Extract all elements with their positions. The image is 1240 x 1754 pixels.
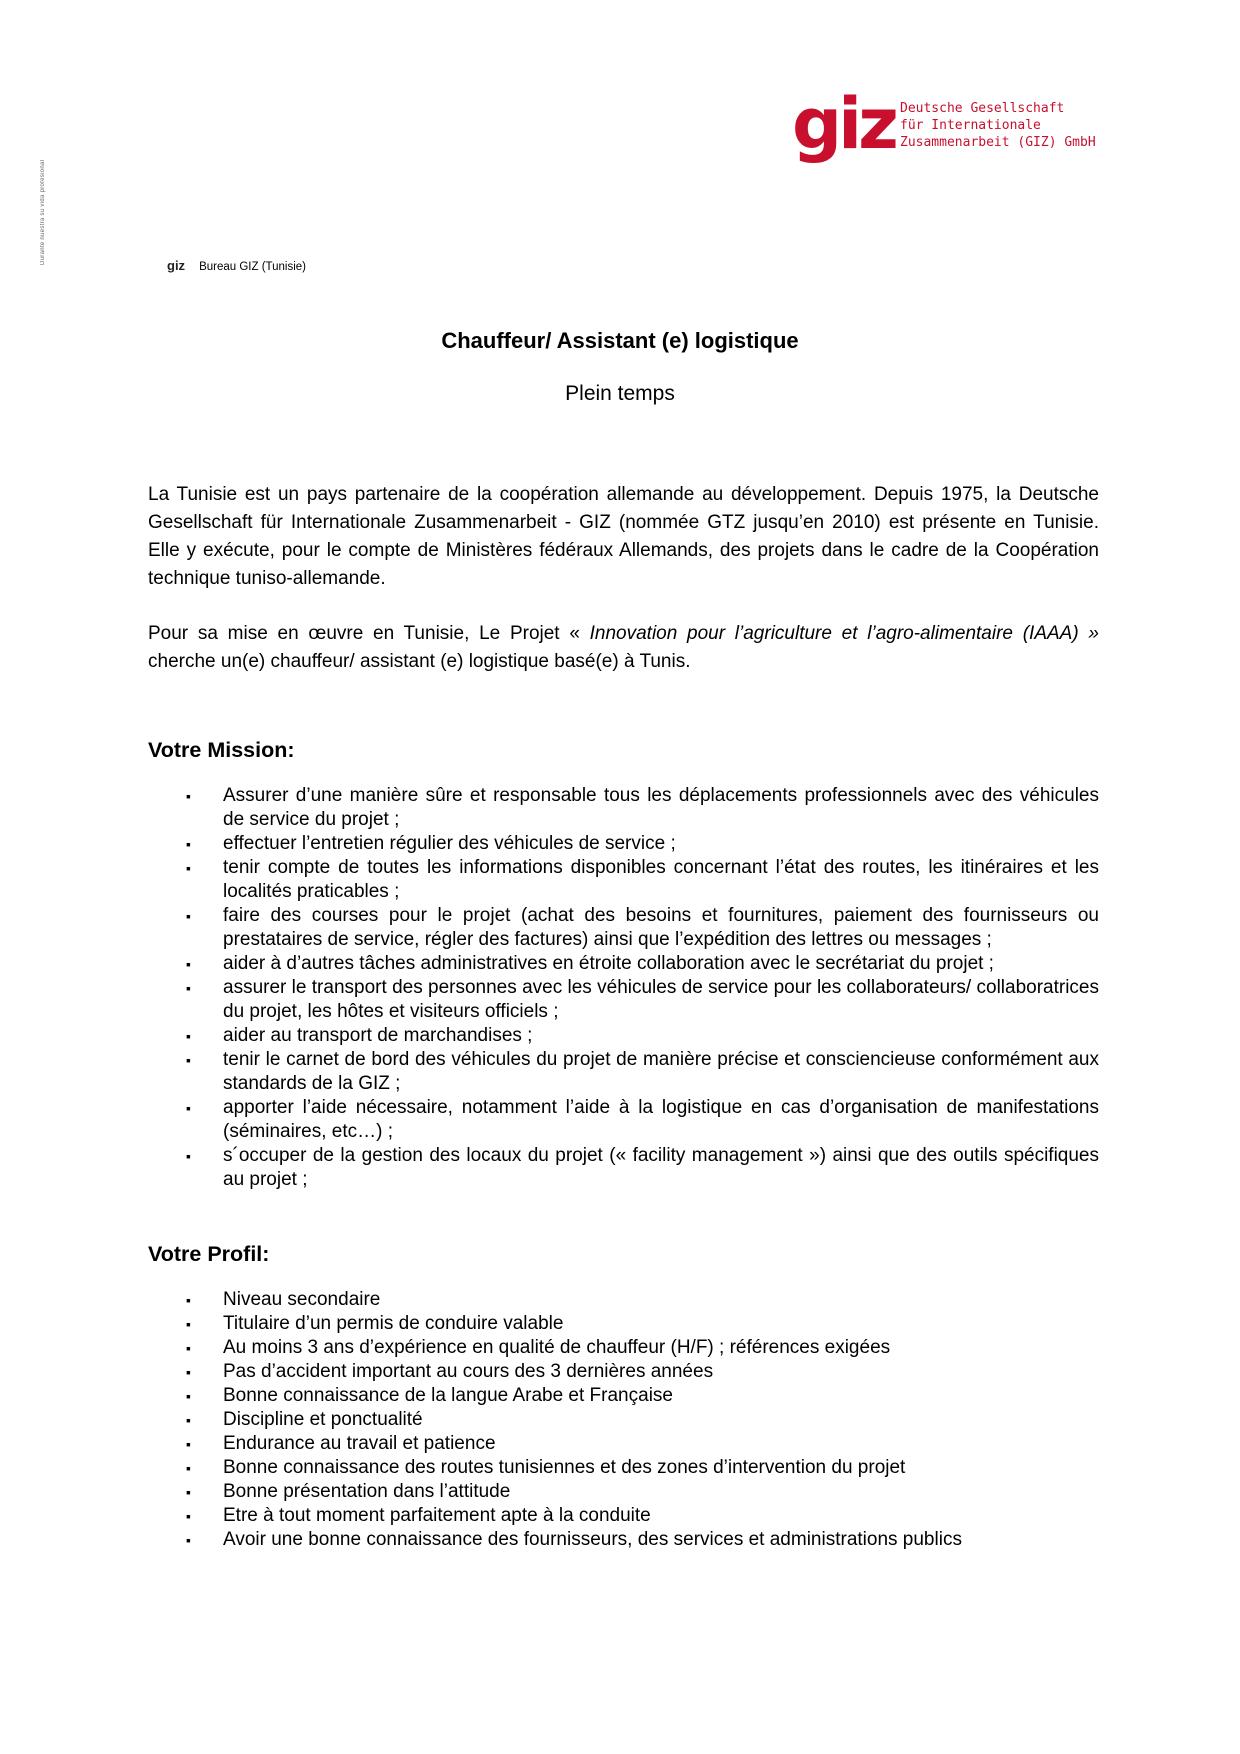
bureau-mark: giz [167, 258, 186, 273]
project-text-after: cherche un(e) chauffeur/ assistant (e) logistique basé(e) à Tunis. [148, 651, 691, 672]
bureau-line [167, 258, 306, 273]
profil-item: ▪ Bonne connaissance des routes tunisiennes et des zones d’intervention du projet [148, 1456, 1099, 1480]
profil-item: ▪ Endurance au travail et patience [148, 1432, 1099, 1456]
side-note: Durante nuestra su vida profesional [40, 159, 46, 265]
profil-item: ▪ Au moins 3 ans d’expérience en qualité de chauffeur (H/F) ; références exigées [148, 1336, 1099, 1360]
page-title: Chauffeur/ Assistant (e) logistique [441, 328, 799, 353]
mission-heading: Votre Mission: [148, 738, 295, 762]
mission-item: ▪ tenir compte de toutes les informations disponibles concernant l’état des routes, les itinéraires et les localités praticables ; [148, 856, 1099, 904]
page-subtitle: Plein temps [565, 382, 675, 405]
giz-logo-mark [792, 94, 896, 174]
profil-item: ▪ Etre à tout moment parfaitement apte à la conduite [148, 1504, 1099, 1528]
mission-item: ▪ s´occuper de la gestion des locaux du projet (« facility management ») ainsi que des outils spécifiques au projet ; [148, 1144, 1099, 1192]
profil-item: ▪ Titulaire d’un permis de conduire valable [148, 1312, 1099, 1336]
mission-item: ▪ assurer le transport des personnes avec les véhicules de service pour les collaborateurs/ collaboratrices du projet, les hôtes et visiteurs officiels ; [148, 976, 1099, 1024]
profil-item: ▪ Bonne connaissance de la langue Arabe et Française [148, 1384, 1099, 1408]
logo-org-name [900, 100, 1096, 151]
bureau-label: Bureau GIZ (Tunisie) [199, 261, 307, 273]
mission-item: ▪ aider au transport de marchandises ; [148, 1024, 1099, 1048]
profil-item: ▪ Niveau secondaire [148, 1288, 1099, 1312]
logo-line-2: für Internationale [900, 118, 1041, 133]
mission-list [148, 784, 1099, 1192]
giz-logo [792, 94, 1096, 174]
logo-line-1: Deutsche Gesellschaft [900, 101, 1065, 116]
mission-item: ▪ aider à d’autres tâches administratives en étroite collaboration avec le secrétariat du projet ; [148, 952, 1099, 976]
document-body [148, 481, 1099, 1552]
profil-item: ▪ Bonne présentation dans l’attitude [148, 1480, 1099, 1504]
mission-item: ▪ apporter l’aide nécessaire, notamment l’aide à la logistique en cas d’organisation de manifestations (séminaires, etc…) ; [148, 1096, 1099, 1144]
mission-item: ▪ faire des courses pour le projet (achat des besoins et fournitures, paiement des fournisseurs ou prestataires de service, régler des factures) ainsi que l’expédition des lettres ou messages ; [148, 904, 1099, 952]
profil-item: ▪ Avoir une bonne connaissance des fournisseurs, des services et administrations publics [148, 1528, 1099, 1552]
mission-item: ▪ tenir le carnet de bord des véhicules du projet de manière précise et consciencieuse conformément aux standards de la GIZ ; [148, 1048, 1099, 1096]
logo-line-3: Zusammenarbeit (GIZ) GmbH [900, 135, 1096, 150]
project-name: Innovation pour l’agriculture et l’agro-alimentaire (IAAA) » [589, 623, 1099, 644]
intro-paragraph: La Tunisie est un pays partenaire de la coopération allemande au développement. Depuis 1975, la Deutsche Gesellschaft für Internationale Zusammenarbeit - GIZ (nommée GTZ jusqu’en 2010) est présente en Tunisie. Elle y exécute, pour le compte de Ministères fédéraux Allemands, des projets dans le cadre de la Coopération technique tuniso-allemande. [148, 484, 1099, 589]
project-text-before: Pour sa mise en œuvre en Tunisie, Le Projet « [148, 623, 590, 644]
profil-item: ▪ Discipline et ponctualité [148, 1408, 1099, 1432]
mission-item: ▪ Assurer d’une manière sûre et responsable tous les déplacements professionnels avec des véhicules de service du projet ; [148, 784, 1099, 832]
profil-item: ▪ Pas d’accident important au cours des 3 dernières années [148, 1360, 1099, 1384]
profil-heading: Votre Profil: [148, 1242, 270, 1266]
project-paragraph [148, 620, 1099, 676]
profil-list [148, 1288, 1099, 1552]
mission-item: ▪ effectuer l’entretien régulier des véhicules de service ; [148, 832, 1099, 856]
logo-mark-text: giz [792, 94, 895, 165]
